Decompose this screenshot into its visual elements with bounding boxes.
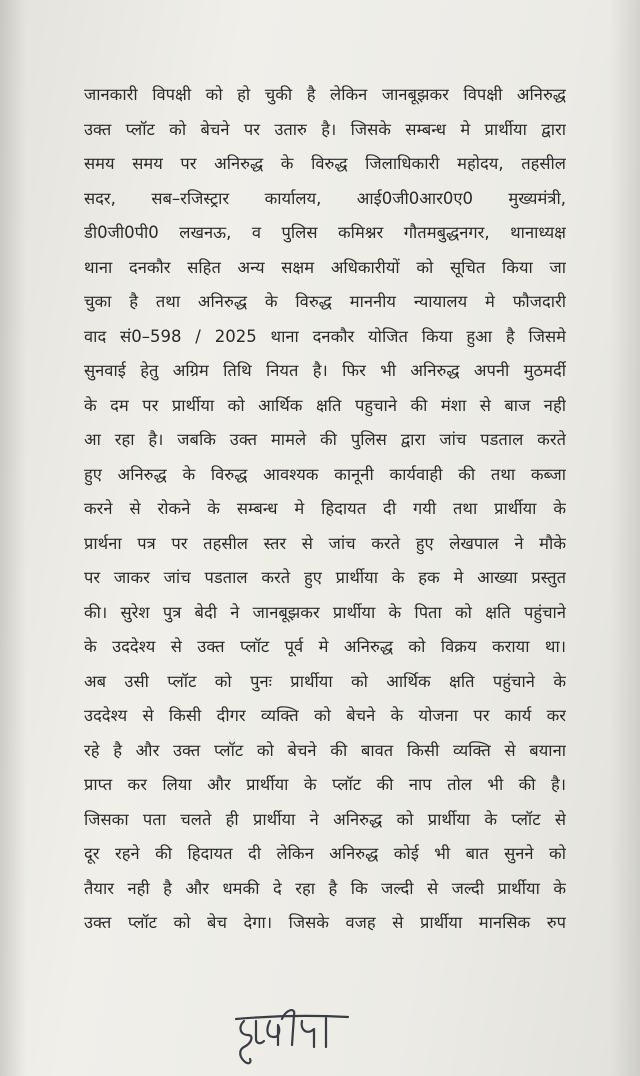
document-body bbox=[84, 78, 566, 941]
text-line: पर जाकर जांच पडताल करते हुए प्रार्थीया के हक मे आख्या प्रस्तुत bbox=[84, 568, 566, 587]
text-line: तैयार नही है और धमकी दे रहा है कि जल्दी से जल्दी प्रार्थीया के bbox=[84, 878, 566, 898]
text-line: अब उसी प्लॉट को पुनः प्रार्थीया को आर्थिक क्षति पहुंचाने के bbox=[84, 671, 566, 691]
text-line: उक्त प्लॉट को बेच देगा। जिसके वजह से प्रार्थीया मानसिक रुप bbox=[84, 913, 566, 932]
text-line: समय समय पर अनिरुद्ध के विरुद्ध जिलाधिकारी महोदय, तहसील bbox=[84, 154, 566, 173]
text-line: वाद सं0–598 / 2025 थाना दनकौर योजित किया हुआ है जिसमे bbox=[84, 326, 566, 346]
text-line: थाना दनकौर सहित अन्य सक्षम अधिकारीयों को सूचित किया जा bbox=[84, 257, 566, 277]
handwritten-signature bbox=[230, 1005, 380, 1069]
text-line: करने से रोकने के सम्बन्ध मे हिदायत दी गयी तथा प्रार्थीया के bbox=[84, 499, 566, 518]
signature-drawing bbox=[230, 1005, 380, 1069]
text-line: सदर, सब–रजिस्ट्रार कार्यालय, आई0जी0आर0ए0 मुख्यमंत्री, bbox=[84, 188, 566, 208]
page-shadow-left bbox=[0, 0, 26, 1076]
text-line: उक्त प्लॉट को बेचने पर उतारु है। जिसके सम्बन्ध मे प्रार्थीया द्वारा bbox=[84, 119, 566, 139]
text-line: प्राप्त कर लिया और प्रार्थीया के प्लॉट की नाप तोल भी की है। bbox=[84, 775, 566, 794]
text-line: जानकारी विपक्षी को हो चुकी है लेकिन जानबूझकर विपक्षी अनिरुद्ध bbox=[84, 85, 566, 104]
text-line: हुए अनिरुद्ध के विरुद्ध आवश्यक कानूनी कार्यवाही की तथा कब्जा bbox=[84, 464, 566, 484]
text-line: प्रार्थना पत्र पर तहसील स्तर से जांच करते हुए लेखपाल ने मौके bbox=[84, 533, 566, 553]
text-line: दूर रहने की हिदायत दी लेकिन अनिरुद्ध कोई भी बात सुनने को bbox=[84, 844, 566, 863]
text-line: के उददेश्य से उक्त प्लॉट पूर्व मे अनिरुद्ध को विक्रय कराया था। bbox=[84, 637, 566, 656]
text-line: चुका है तथा अनिरुद्ध के विरुद्ध माननीय न्यायालय मे फौजदारी bbox=[84, 292, 566, 311]
text-line: सुनवाई हेतु अग्रिम तिथि नियत है। फिर भी अनिरुद्ध अपनी मुठमर्दी bbox=[84, 361, 566, 380]
text-line: रहे है और उक्त प्लॉट को बेचने की बावत किसी व्यक्ति से बयाना bbox=[84, 740, 566, 760]
text-line: के दम पर प्रार्थीया को आर्थिक क्षति पहुचाने की मंशा से बाज नही bbox=[84, 395, 566, 415]
page-shadow-right bbox=[610, 0, 640, 1076]
text-line: डी0जी0पी0 लखनऊ, व पुलिस कमिश्नर गौतमबुद्धनगर, थानाध्यक्ष bbox=[84, 223, 566, 242]
text-line: उददेश्य से किसी दीगर व्यक्ति को बेचने के योजना पर कार्य कर bbox=[84, 706, 566, 725]
text-line: आ रहा है। जबकि उक्त मामले की पुलिस द्वारा जांच पडताल करते bbox=[84, 430, 566, 449]
text-line: जिसका पता चलते ही प्रार्थीया ने अनिरुद्ध को प्रार्थीया के प्लॉट से bbox=[84, 809, 566, 829]
text-line: की। सुरेश पुत्र बेदी ने जानबूझकर प्रार्थीया के पिता को क्षति पहुंचाने bbox=[84, 602, 566, 622]
